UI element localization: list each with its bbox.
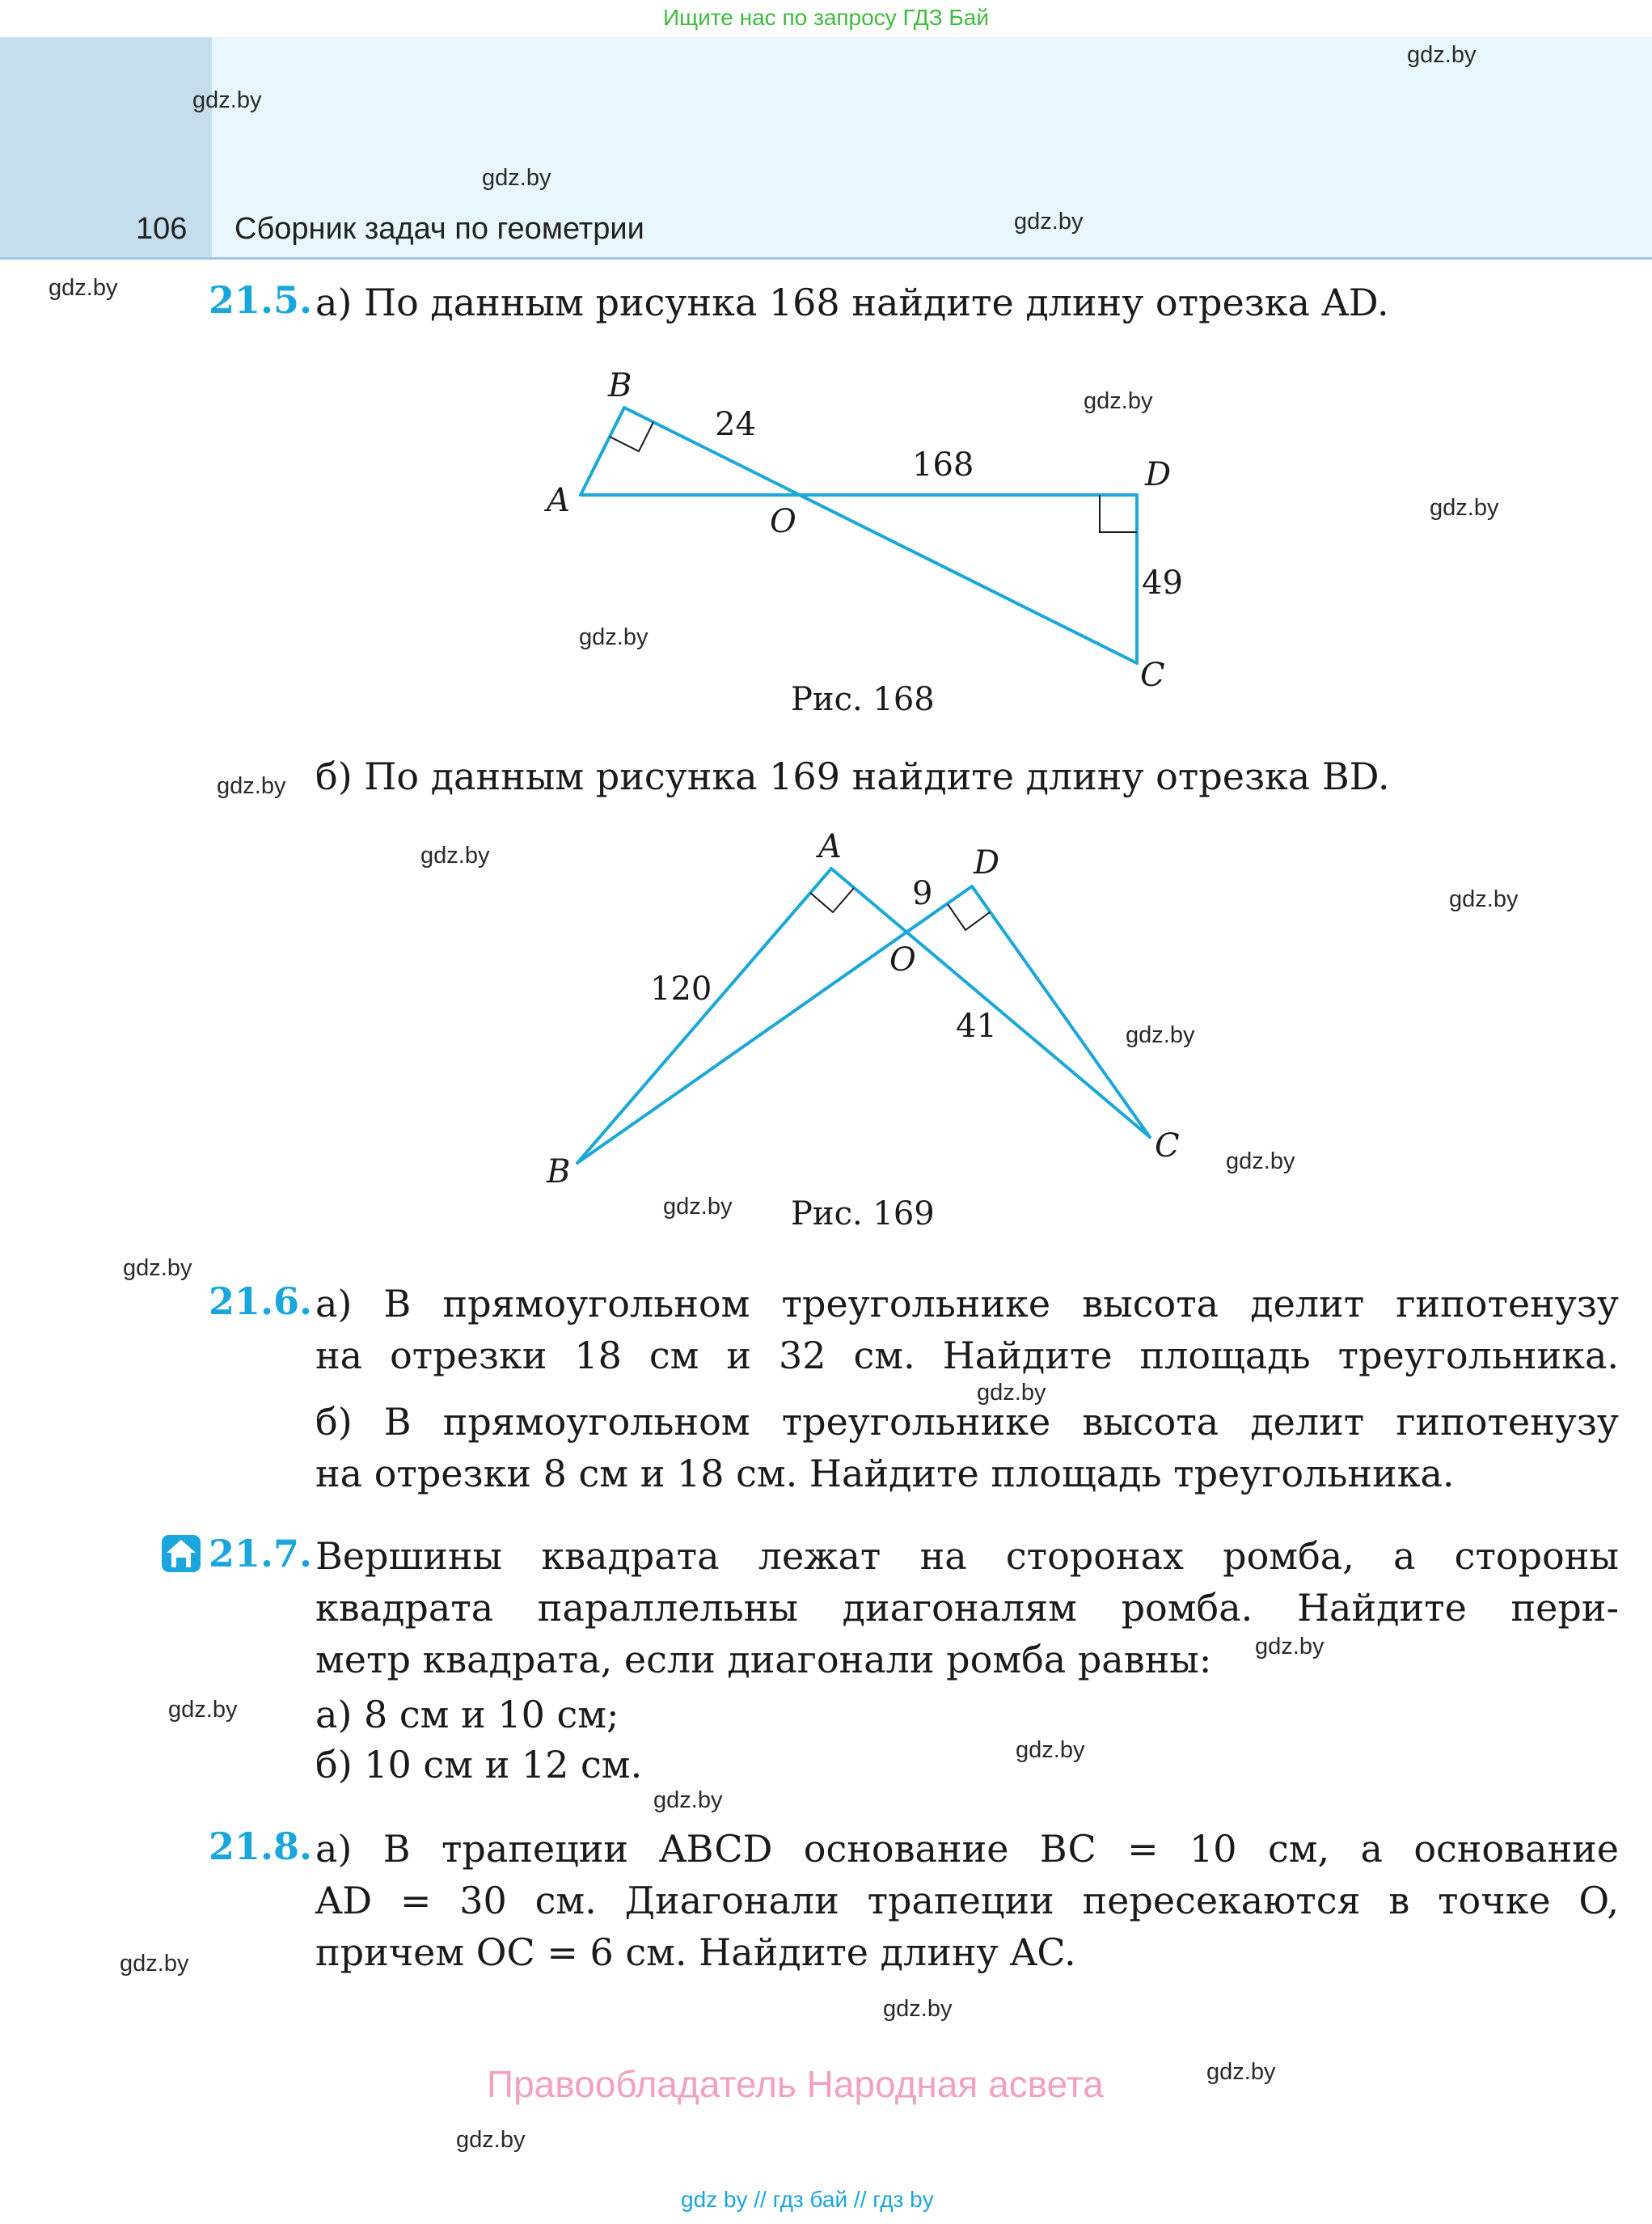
problem-number: 21.6. [209,1279,313,1323]
page-number: 106 [136,212,188,246]
problem-text: Вершины квадрата лежат на сторонах ромба, а стороны [315,1534,1619,1578]
watermark: gdz.by [1407,42,1477,68]
watermark: gdz.by [420,843,490,869]
label-d: D [974,844,1000,882]
watermark: gdz.by [1226,1148,1295,1174]
bottom-links: gdz by // гдз бай // гдз by [681,2187,934,2212]
watermark: gdz.by [456,2127,526,2153]
label-a: A [547,482,570,519]
problem-text: б) В прямоугольном треугольнике высота делит гипотенузу [315,1400,1619,1444]
problem-text: квадрата параллельны диагоналям ромба. Найдите пери- [315,1586,1619,1630]
problem-text: а) По данным рисунка 168 найдите длину отрезка AD. [315,281,1389,324]
watermark: gdz.by [977,1380,1046,1406]
value-od: 168 [912,446,974,484]
watermark: gdz.by [579,624,649,650]
segment-ac [831,869,1150,1137]
rights-holder: Правообладатель Народная асвета [487,2063,1104,2105]
top-banner: Ищите нас по запросу ГДЗ Бай [662,5,990,30]
watermark: gdz.by [1255,1634,1325,1660]
segment-bd [577,886,972,1163]
problem-number: 21.7. [209,1532,313,1575]
value-do: 9 [912,875,933,912]
figure-169-caption: Рис. 169 [791,1195,935,1233]
value-oc: 41 [956,1008,997,1045]
watermark: gdz.by [482,165,551,191]
watermark: gdz.by [1084,388,1153,414]
label-d: D [1145,456,1172,493]
problem-text: причем OC = 6 см. Найдите длину AC. [315,1930,1076,1974]
problem-option: б) 10 см и 12 см. [315,1743,643,1786]
segment-bc [624,408,1137,663]
value-bo: 24 [715,406,756,443]
watermark: gdz.by [1126,1022,1195,1048]
watermark: gdz.by [1206,2059,1276,2085]
label-o: O [770,503,796,540]
label-b: B [547,1153,571,1190]
right-angle-mark-d [1100,495,1137,532]
problem-number: 21.8. [209,1824,313,1868]
problem-text: AD = 30 см. Диагонали трапеции пересекаются в точке O, [315,1879,1619,1922]
watermark: gdz.by [49,275,118,301]
value-dc: 49 [1142,564,1183,602]
watermark: gdz.by [1430,495,1499,521]
watermark: gdz.by [168,1697,238,1723]
label-b: B [608,367,632,404]
label-c: C [1155,1127,1180,1165]
problem-text: б) По данным рисунка 169 найдите длину отрезка BD. [315,755,1390,798]
label-c: C [1140,657,1165,694]
watermark: gdz.by [1449,886,1519,912]
watermark: gdz.by [123,1255,192,1281]
problem-text: на отрезки 18 см и 32 см. Найдите площадь треугольника. [315,1334,1619,1377]
figure-169 [518,817,1213,1197]
segment-ab [577,869,831,1163]
segment-ab [581,408,624,495]
watermark: gdz.by [653,1787,723,1813]
right-angle-mark-d [948,904,990,930]
watermark: gdz.by [1016,1737,1085,1763]
problem-text: а) В прямоугольном треугольнике высота делит гипотенузу [315,1282,1619,1326]
problem-option: а) 8 см и 10 см; [315,1693,619,1736]
watermark: gdz.by [883,1996,953,2022]
label-o: O [889,941,916,979]
running-head: Сборник задач по геометрии [234,212,644,246]
home-icon [160,1533,202,1574]
value-ab: 120 [650,970,712,1008]
watermark: gdz.by [1014,209,1084,235]
problem-text: метр квадрата, если диагонали ромба равны: [315,1638,1212,1681]
figure-168 [518,356,1213,712]
problem-text: а) В трапеции ABCD основание BC = 10 см, а основание [315,1827,1619,1871]
watermark: gdz.by [217,773,286,799]
watermark: gdz.by [663,1194,733,1220]
problem-number: 21.5. [209,278,313,322]
label-a: A [818,828,842,865]
watermark: gdz.by [192,87,262,113]
figure-168-caption: Рис. 168 [791,681,935,718]
right-angle-mark-a [810,888,854,912]
problem-text: на отрезки 8 см и 18 см. Найдите площадь треугольника. [315,1452,1455,1495]
watermark: gdz.by [120,1951,189,1977]
